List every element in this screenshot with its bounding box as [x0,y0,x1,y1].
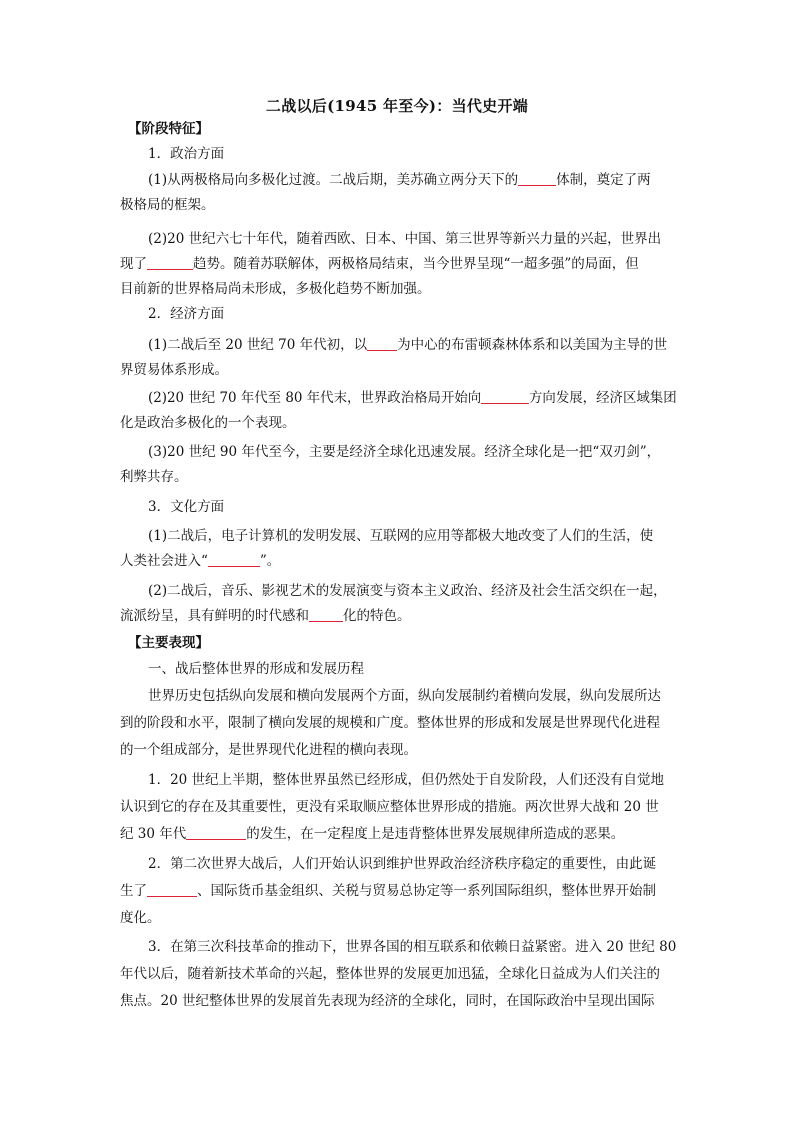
paragraph-line: 2．第二次世界大战后，人们开始认识到维护世界政治经济秩序稳定的重要性，由此诞 [148,856,657,872]
subheading-politics: 1．政治方面 [148,146,225,162]
paragraph-line [148,334,667,356]
paragraph-line [120,605,411,627]
fill-in-blank[interactable] [309,607,343,622]
subheading-world-integration: 一、战后整体世界的形成和发展历程 [148,661,364,677]
fill-in-blank[interactable] [147,882,197,897]
text-segment: 为中心的布雷顿森林体系和以美国为主导的世 [397,337,668,353]
text-segment: 流派纷呈，具有鲜明的时代感和 [120,608,309,624]
paragraph-line [120,880,656,902]
text-segment: 方向发展，经济区域集团 [528,390,677,406]
text-segment: 现了 [120,256,147,272]
paragraph-line: (1)二战后，电子计算机的发明发展、互联网的应用等都极大地改变了人们的生活，使 [148,528,654,544]
paragraph-line: 3．在第三次科技革命的推动下，世界各国的相互联系和依赖日益紧密。进入 20 世纪 80 [148,939,677,955]
paragraph-line: 世界历史包括纵向发展和横向发展两个方面，纵向发展制约着横向发展，纵向发展所达 [148,688,661,704]
text-segment: 的发生，在一定程度上是违背整体世界发展规律所造成的恶果。 [246,826,625,842]
paragraph-line: (2)20 世纪六七十年代，随着西欧、日本、中国、第三世界等新兴力量的兴起，世界出 [148,231,662,247]
text-segment: ”。 [259,553,281,569]
paragraph-line [120,550,280,572]
page-title: 二战以后(1945 年至今)：当代史开端 [265,97,529,115]
fill-in-blank[interactable] [518,171,556,186]
paragraph-line: 界贸易体系形成。 [120,362,228,378]
text-segment: 趋势。随着苏联解体，两极格局结束，当今世界呈现“一超多强”的局面，但 [193,256,639,272]
text-segment: (1)二战后至 20 世纪 70 年代初，以 [148,337,368,353]
paragraph-line: 1．20 世纪上半期，整体世界虽然已经形成，但仍然处于自发阶段，人们还没有自觉地 [148,772,665,788]
paragraph-line: 的一个组成部分，是世界现代化进程的横向表现。 [120,742,417,758]
section-heading-main-manifestations: 【主要表现】 [128,635,209,651]
fill-in-blank[interactable] [367,336,397,351]
paragraph-line: (3)20 世纪 90 年代至今，主要是经济全球化迅速发展。经济全球化是一把“双刃剑”， [148,444,661,460]
paragraph-line: 年代以后，随着新技术革命的兴起，整体世界的发展更加迅猛，全球化日益成为人们关注的 [120,966,660,982]
section-heading-stage-features: 【阶段特征】 [128,121,209,137]
text-segment: (1)从两极格局向多极化过渡。二战后期，美苏确立两分天下的 [148,172,519,188]
paragraph-line: 到的阶段和水平，限制了横向发展的规模和广度。整体世界的形成和发展是世界现代化进程 [120,715,660,731]
paragraph-line [148,169,651,191]
text-segment: 纪 30 年代 [120,826,187,842]
fill-in-blank[interactable] [186,825,246,840]
paragraph-line [120,253,639,275]
paragraph-line: (2)二战后，音乐、影视艺术的发展演变与资本主义政治、经济及社会生活交织在一起， [148,583,667,599]
text-segment: 人类社会进入“ [120,553,208,569]
fill-in-blank[interactable] [208,552,260,567]
paragraph-line: 化是政治多极化的一个表现。 [120,415,296,431]
paragraph-line: 焦点。20 世纪整体世界的发展首先表现为经济的全球化，同时，在国际政治中呈现出国际 [120,993,655,1009]
text-segment: 化的特色。 [343,608,411,624]
fill-in-blank[interactable] [147,255,193,270]
text-segment: 生了 [120,883,147,899]
text-segment: 体制，奠定了两 [556,172,651,188]
paragraph-line: 目前新的世界格局尚未形成，多极化趋势不断加强。 [120,281,431,297]
text-segment: (2)20 世纪 70 年代至 80 年代末，世界政治格局开始向 [148,390,482,406]
paragraph-line [120,823,624,845]
paragraph-line: 利弊共存。 [120,469,188,485]
paragraph-line: 极格局的框架。 [120,197,215,213]
subheading-economy: 2．经济方面 [148,306,225,322]
paragraph-line [148,387,677,409]
paragraph-line: 度化。 [120,910,161,926]
fill-in-blank[interactable] [481,389,529,404]
text-segment: 、国际货币基金组织、关税与贸易总协定等一系列国际组织，整体世界开始制 [197,883,656,899]
subheading-culture: 3．文化方面 [148,499,225,515]
paragraph-line: 认识到它的存在及其重要性，更没有采取顺应整体世界形成的措施。两次世界大战和 20 世 [120,799,659,815]
